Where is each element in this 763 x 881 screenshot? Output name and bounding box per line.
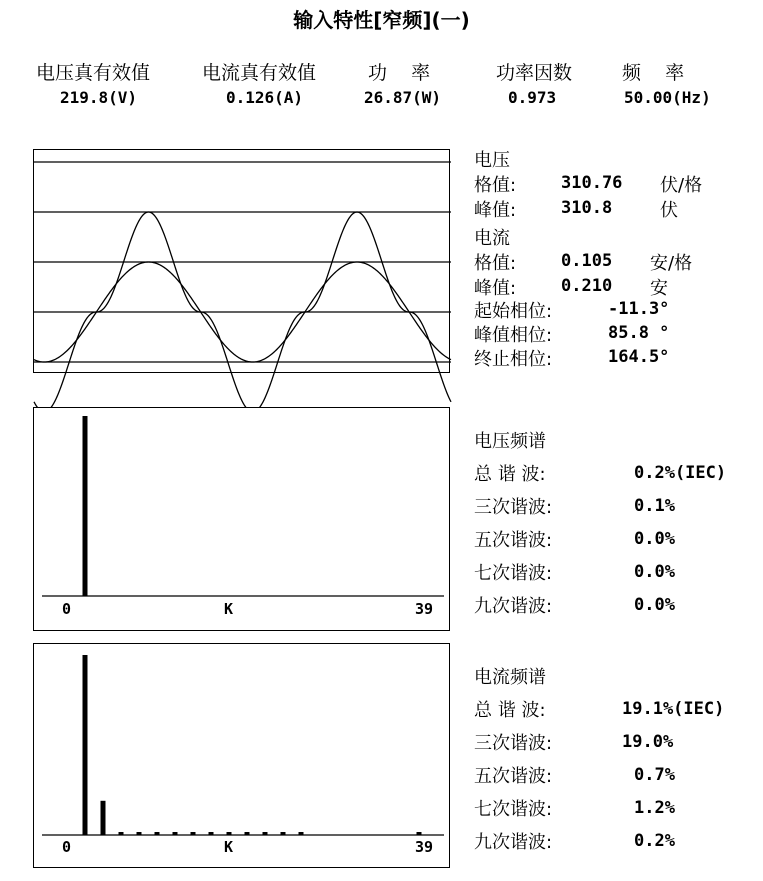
voltage-peak-unit: 伏: [660, 200, 678, 221]
voltage-h3-value: 0.1%: [634, 496, 675, 516]
current-h3-label: 三次谐波:: [474, 733, 553, 754]
current-scale-value: 0.105: [561, 251, 613, 271]
current-axis-end: 39: [415, 838, 434, 856]
current-h7-value: 1.2%: [634, 798, 675, 818]
voltage-spectrum-bar-k1: [83, 416, 88, 596]
peak-phase-value: 85.8 °: [608, 323, 670, 343]
current-axis-mid: K: [224, 838, 234, 856]
start-phase-label: 起始相位:: [474, 301, 553, 322]
voltage-title: 电压: [474, 150, 510, 171]
current-scale-unit: 安/格: [650, 253, 693, 274]
voltage-peak-label: 峰值:: [474, 200, 517, 221]
current-spectrum-bar-k21: [263, 832, 268, 835]
voltage-h9-value: 0.0%: [634, 595, 675, 615]
current-rms-header: 电流真有效值: [202, 62, 317, 84]
current-title: 电流: [474, 228, 510, 249]
current-rms-value: 0.126(A): [226, 88, 304, 107]
current-h7-label: 七次谐波:: [474, 799, 553, 820]
voltage-spectrum-chart: [34, 408, 451, 632]
current-peak-value: 0.210: [561, 276, 613, 296]
current-scale-label: 格值:: [474, 253, 517, 274]
current-spectrum-bar-k13: [191, 832, 196, 835]
voltage-h9-label: 九次谐波:: [474, 596, 553, 617]
current-peak-unit: 安: [650, 278, 668, 299]
voltage-thd-value: 0.2%(IEC): [634, 463, 727, 483]
voltage-rms-value: 219.8(V): [60, 88, 138, 107]
current-thd-value: 19.1%(IEC): [622, 699, 725, 719]
current-spectrum-chart: [34, 644, 451, 869]
current-h3-value: 19.0%: [622, 732, 674, 752]
current-spectrum-title: 电流频谱: [474, 667, 546, 688]
current-spectrum-bar-k5: [119, 832, 124, 835]
start-phase-value: -11.3°: [608, 299, 670, 319]
voltage-axis-end: 39: [415, 600, 434, 618]
current-thd-label: 总 谐 波:: [474, 700, 546, 721]
voltage-rms-header: 电压真有效值: [36, 62, 151, 84]
power-header: 功 率: [368, 62, 431, 84]
voltage-axis-start: 0: [62, 600, 72, 618]
current-spectrum-bar-k25: [299, 832, 304, 835]
current-spectrum-bar-k3: [101, 801, 106, 835]
current-spectrum-bar-k23: [281, 832, 286, 835]
current-spectrum-bar-k9: [155, 832, 160, 835]
current-spectrum-bar-k17: [227, 832, 232, 835]
current-peak-label: 峰值:: [474, 278, 517, 299]
current-axis-start: 0: [62, 838, 72, 856]
current-spectrum-bar-k15: [209, 832, 214, 835]
current-h9-label: 九次谐波:: [474, 832, 553, 853]
frequency-header: 频 率: [622, 62, 685, 84]
voltage-axis-mid: K: [224, 600, 234, 618]
power-factor-header: 功率因数: [496, 62, 573, 84]
voltage-scale-label: 格值:: [474, 175, 517, 196]
voltage-h7-value: 0.0%: [634, 562, 675, 582]
current-spectrum-bar-k19: [245, 832, 250, 835]
waveform-panel: [33, 149, 450, 373]
voltage-scale-unit: 伏/格: [660, 175, 703, 196]
current-spectrum-bar-k1: [83, 655, 88, 835]
voltage-scale-value: 310.76: [561, 173, 623, 193]
voltage-h7-label: 七次谐波:: [474, 563, 553, 584]
end-phase-value: 164.5°: [608, 347, 670, 367]
current-h5-label: 五次谐波:: [474, 766, 553, 787]
current-spectrum-panel: [33, 643, 450, 868]
voltage-spectrum-panel: [33, 407, 450, 631]
current-h5-value: 0.7%: [634, 765, 675, 785]
power-value: 26.87(W): [364, 88, 442, 107]
current-spectrum-bar-k7: [137, 832, 142, 835]
current-spectrum-bar-k39: [417, 832, 422, 835]
voltage-h5-value: 0.0%: [634, 529, 675, 549]
waveform-chart: [34, 150, 451, 374]
voltage-peak-value: 310.8: [561, 198, 613, 218]
power-factor-value: 0.973: [508, 88, 557, 107]
voltage-spectrum-title: 电压频谱: [474, 431, 546, 452]
voltage-h5-label: 五次谐波:: [474, 530, 553, 551]
page-title: 输入特性[窄频](一): [293, 8, 470, 32]
voltage-h3-label: 三次谐波:: [474, 497, 553, 518]
end-phase-label: 终止相位:: [474, 349, 553, 370]
peak-phase-label: 峰值相位:: [474, 325, 553, 346]
voltage-thd-label: 总 谐 波:: [474, 464, 546, 485]
current-spectrum-bar-k11: [173, 832, 178, 835]
current-h9-value: 0.2%: [634, 831, 675, 851]
frequency-value: 50.00(Hz): [624, 88, 711, 107]
